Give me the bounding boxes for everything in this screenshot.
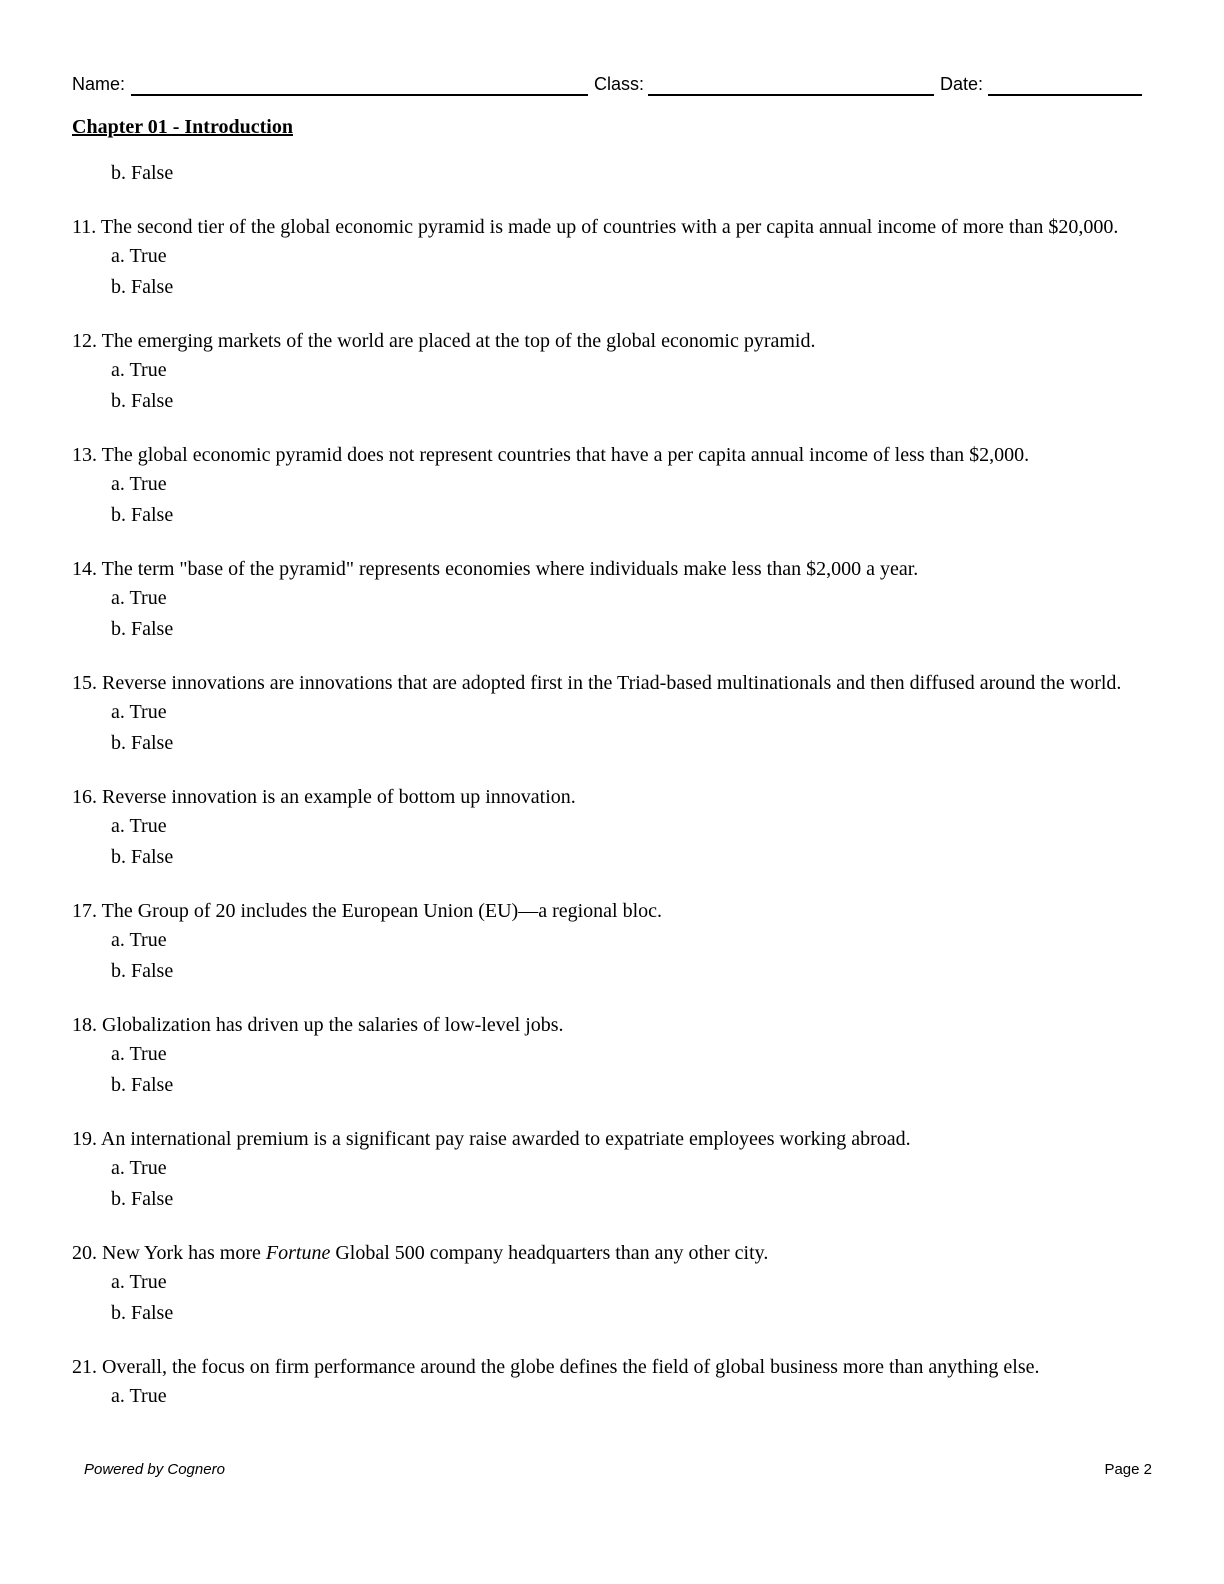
option-b: b. False xyxy=(111,390,174,412)
question-text: 18. Globalization has driven up the salaries of low-level jobs. xyxy=(72,1014,564,1036)
option-a: a. True xyxy=(111,1157,167,1179)
question-12 xyxy=(72,329,1147,419)
question-14 xyxy=(72,557,1147,647)
question-text: 19. An international premium is a significant pay raise awarded to expatriate employees working abroad. xyxy=(72,1128,911,1150)
option-a: a. True xyxy=(111,929,167,951)
date-field[interactable] xyxy=(988,94,1142,96)
question-text: 17. The Group of 20 includes the European Union (EU)—a regional bloc. xyxy=(72,900,663,922)
option-a: a. True xyxy=(111,359,167,381)
question-17 xyxy=(72,899,1147,989)
option-a: a. True xyxy=(111,1271,167,1293)
option-b: b. False xyxy=(111,732,174,754)
question-21 xyxy=(72,1355,1147,1414)
question-16 xyxy=(72,785,1147,875)
option-b: b. False xyxy=(111,1188,174,1210)
class-field[interactable] xyxy=(648,94,934,96)
option-a: a. True xyxy=(111,473,167,495)
option-a: a. True xyxy=(111,245,167,267)
question-text: 16. Reverse innovation is an example of bottom up innovation. xyxy=(72,786,576,808)
question-text: 15. Reverse innovations are innovations that are adopted first in the Triad-based multinationals and then diffused around the world. xyxy=(72,672,1122,694)
option-b: b. False xyxy=(111,846,174,868)
question-text-pre: 20. New York has more xyxy=(72,1242,266,1264)
question-19 xyxy=(72,1127,1147,1217)
question-text: 11. The second tier of the global economic pyramid is made up of countries with a per capita annual income of more than $20,000. xyxy=(72,216,1119,238)
option-a: a. True xyxy=(111,1385,167,1407)
name-field[interactable] xyxy=(131,94,588,96)
question-text-italic: Fortune xyxy=(265,1242,331,1264)
page-number: Page 2 xyxy=(1104,1461,1152,1478)
powered-by-footer: Powered by Cognero xyxy=(84,1461,225,1478)
chapter-title: Chapter 01 - Introduction xyxy=(72,116,293,138)
class-label: Class: xyxy=(594,74,645,94)
question-13 xyxy=(72,443,1147,533)
question-text xyxy=(72,1241,1147,1266)
question-text: 13. The global economic pyramid does not represent countries that have a per capita annual income of less than $2,000. xyxy=(72,444,1030,466)
question-text: 14. The term "base of the pyramid" represents economies where individuals make less than $2,000 a year. xyxy=(72,558,919,580)
option-b: b. False xyxy=(111,1302,174,1324)
question-18 xyxy=(72,1013,1147,1103)
date-label: Date: xyxy=(940,74,984,94)
name-label: Name: xyxy=(72,74,126,94)
option-b: b. False xyxy=(111,1074,174,1096)
question-11 xyxy=(72,215,1147,305)
option-a: a. True xyxy=(111,587,167,609)
question-text-post: Global 500 company headquarters than any other city. xyxy=(330,1242,769,1264)
question-list xyxy=(72,160,1147,1414)
option-b: b. False xyxy=(111,618,174,640)
option-b: b. False xyxy=(111,276,174,298)
worksheet-header xyxy=(72,72,1142,96)
carryover-option-b: b. False xyxy=(111,162,174,184)
option-b: b. False xyxy=(111,504,174,526)
option-a: a. True xyxy=(111,701,167,723)
option-a: a. True xyxy=(111,1043,167,1065)
question-15 xyxy=(72,671,1147,761)
question-20 xyxy=(72,1241,1147,1331)
question-text: 12. The emerging markets of the world are placed at the top of the global economic pyramid. xyxy=(72,330,816,352)
option-a: a. True xyxy=(111,815,167,837)
option-b: b. False xyxy=(111,960,174,982)
question-text: 21. Overall, the focus on firm performance around the globe defines the field of global business more than anything else. xyxy=(72,1356,1040,1378)
